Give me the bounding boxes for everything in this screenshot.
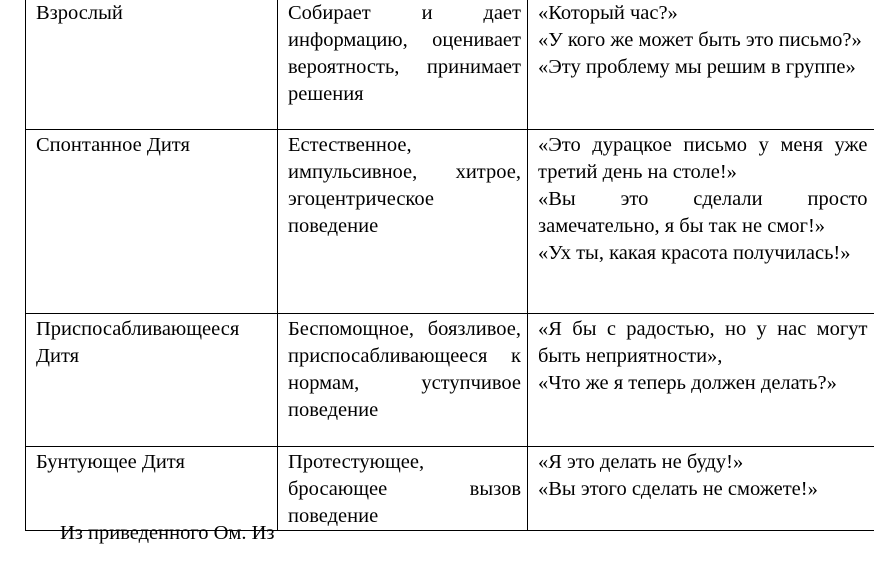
state-label: Бунтующее Дитя bbox=[36, 451, 185, 473]
behavior-text: Собирает и дает информацию, оценивает вероятность, принимает решения bbox=[288, 2, 521, 105]
cut-off-paragraph bbox=[60, 522, 860, 547]
behavior-cell bbox=[278, 447, 528, 531]
behavior-cell bbox=[278, 130, 528, 314]
state-cell bbox=[26, 130, 278, 314]
table-row bbox=[26, 130, 874, 314]
phrase: «Вы это сделали просто замечательно, я бы так не смог!» bbox=[538, 188, 868, 237]
state-cell bbox=[26, 447, 278, 531]
phrases-cell bbox=[528, 314, 874, 447]
table-row bbox=[26, 0, 874, 130]
state-label: Приспосабливающееся Дитя bbox=[36, 318, 240, 367]
phrase: «Вы этого сделать не сможете!» bbox=[538, 478, 818, 500]
state-label: Взрослый bbox=[36, 2, 123, 24]
phrases-cell bbox=[528, 130, 874, 314]
phrase: «Это дурацкое письмо у меня уже третий день на столе!» bbox=[538, 134, 868, 183]
phrase: «Я это делать не буду!» bbox=[538, 451, 744, 473]
phrase: «У кого же может быть это письмо?» bbox=[538, 29, 862, 51]
phrases-cell bbox=[528, 447, 874, 531]
phrase: «Ух ты, какая красота получилась!» bbox=[538, 242, 851, 264]
phrase: «Что же я теперь должен делать?» bbox=[538, 372, 837, 394]
behavior-text: Беспомощное, боязливое, приспосабливающееся к нормам, уступчивое поведение bbox=[288, 318, 521, 421]
ego-states-table bbox=[25, 0, 874, 531]
cut-off-text: Из приведенного Ом. Из bbox=[60, 522, 275, 544]
behavior-text: Протестующее, бросающее вызов поведение bbox=[288, 451, 521, 527]
behavior-cell bbox=[278, 0, 528, 130]
phrase: «Эту проблему мы решим в группе» bbox=[538, 56, 856, 78]
state-cell bbox=[26, 314, 278, 447]
table-row bbox=[26, 447, 874, 531]
behavior-cell bbox=[278, 314, 528, 447]
phrase: «Я бы с радостью, но у нас могут быть неприятности», bbox=[538, 318, 868, 367]
table-row bbox=[26, 314, 874, 447]
state-label: Спонтанное Дитя bbox=[36, 134, 190, 156]
behavior-text: Естественное, импульсивное, хитрое, эгоцентрическое поведение bbox=[288, 134, 521, 237]
phrases-cell bbox=[528, 0, 874, 130]
phrase: «Который час?» bbox=[538, 2, 678, 24]
state-cell bbox=[26, 0, 278, 130]
